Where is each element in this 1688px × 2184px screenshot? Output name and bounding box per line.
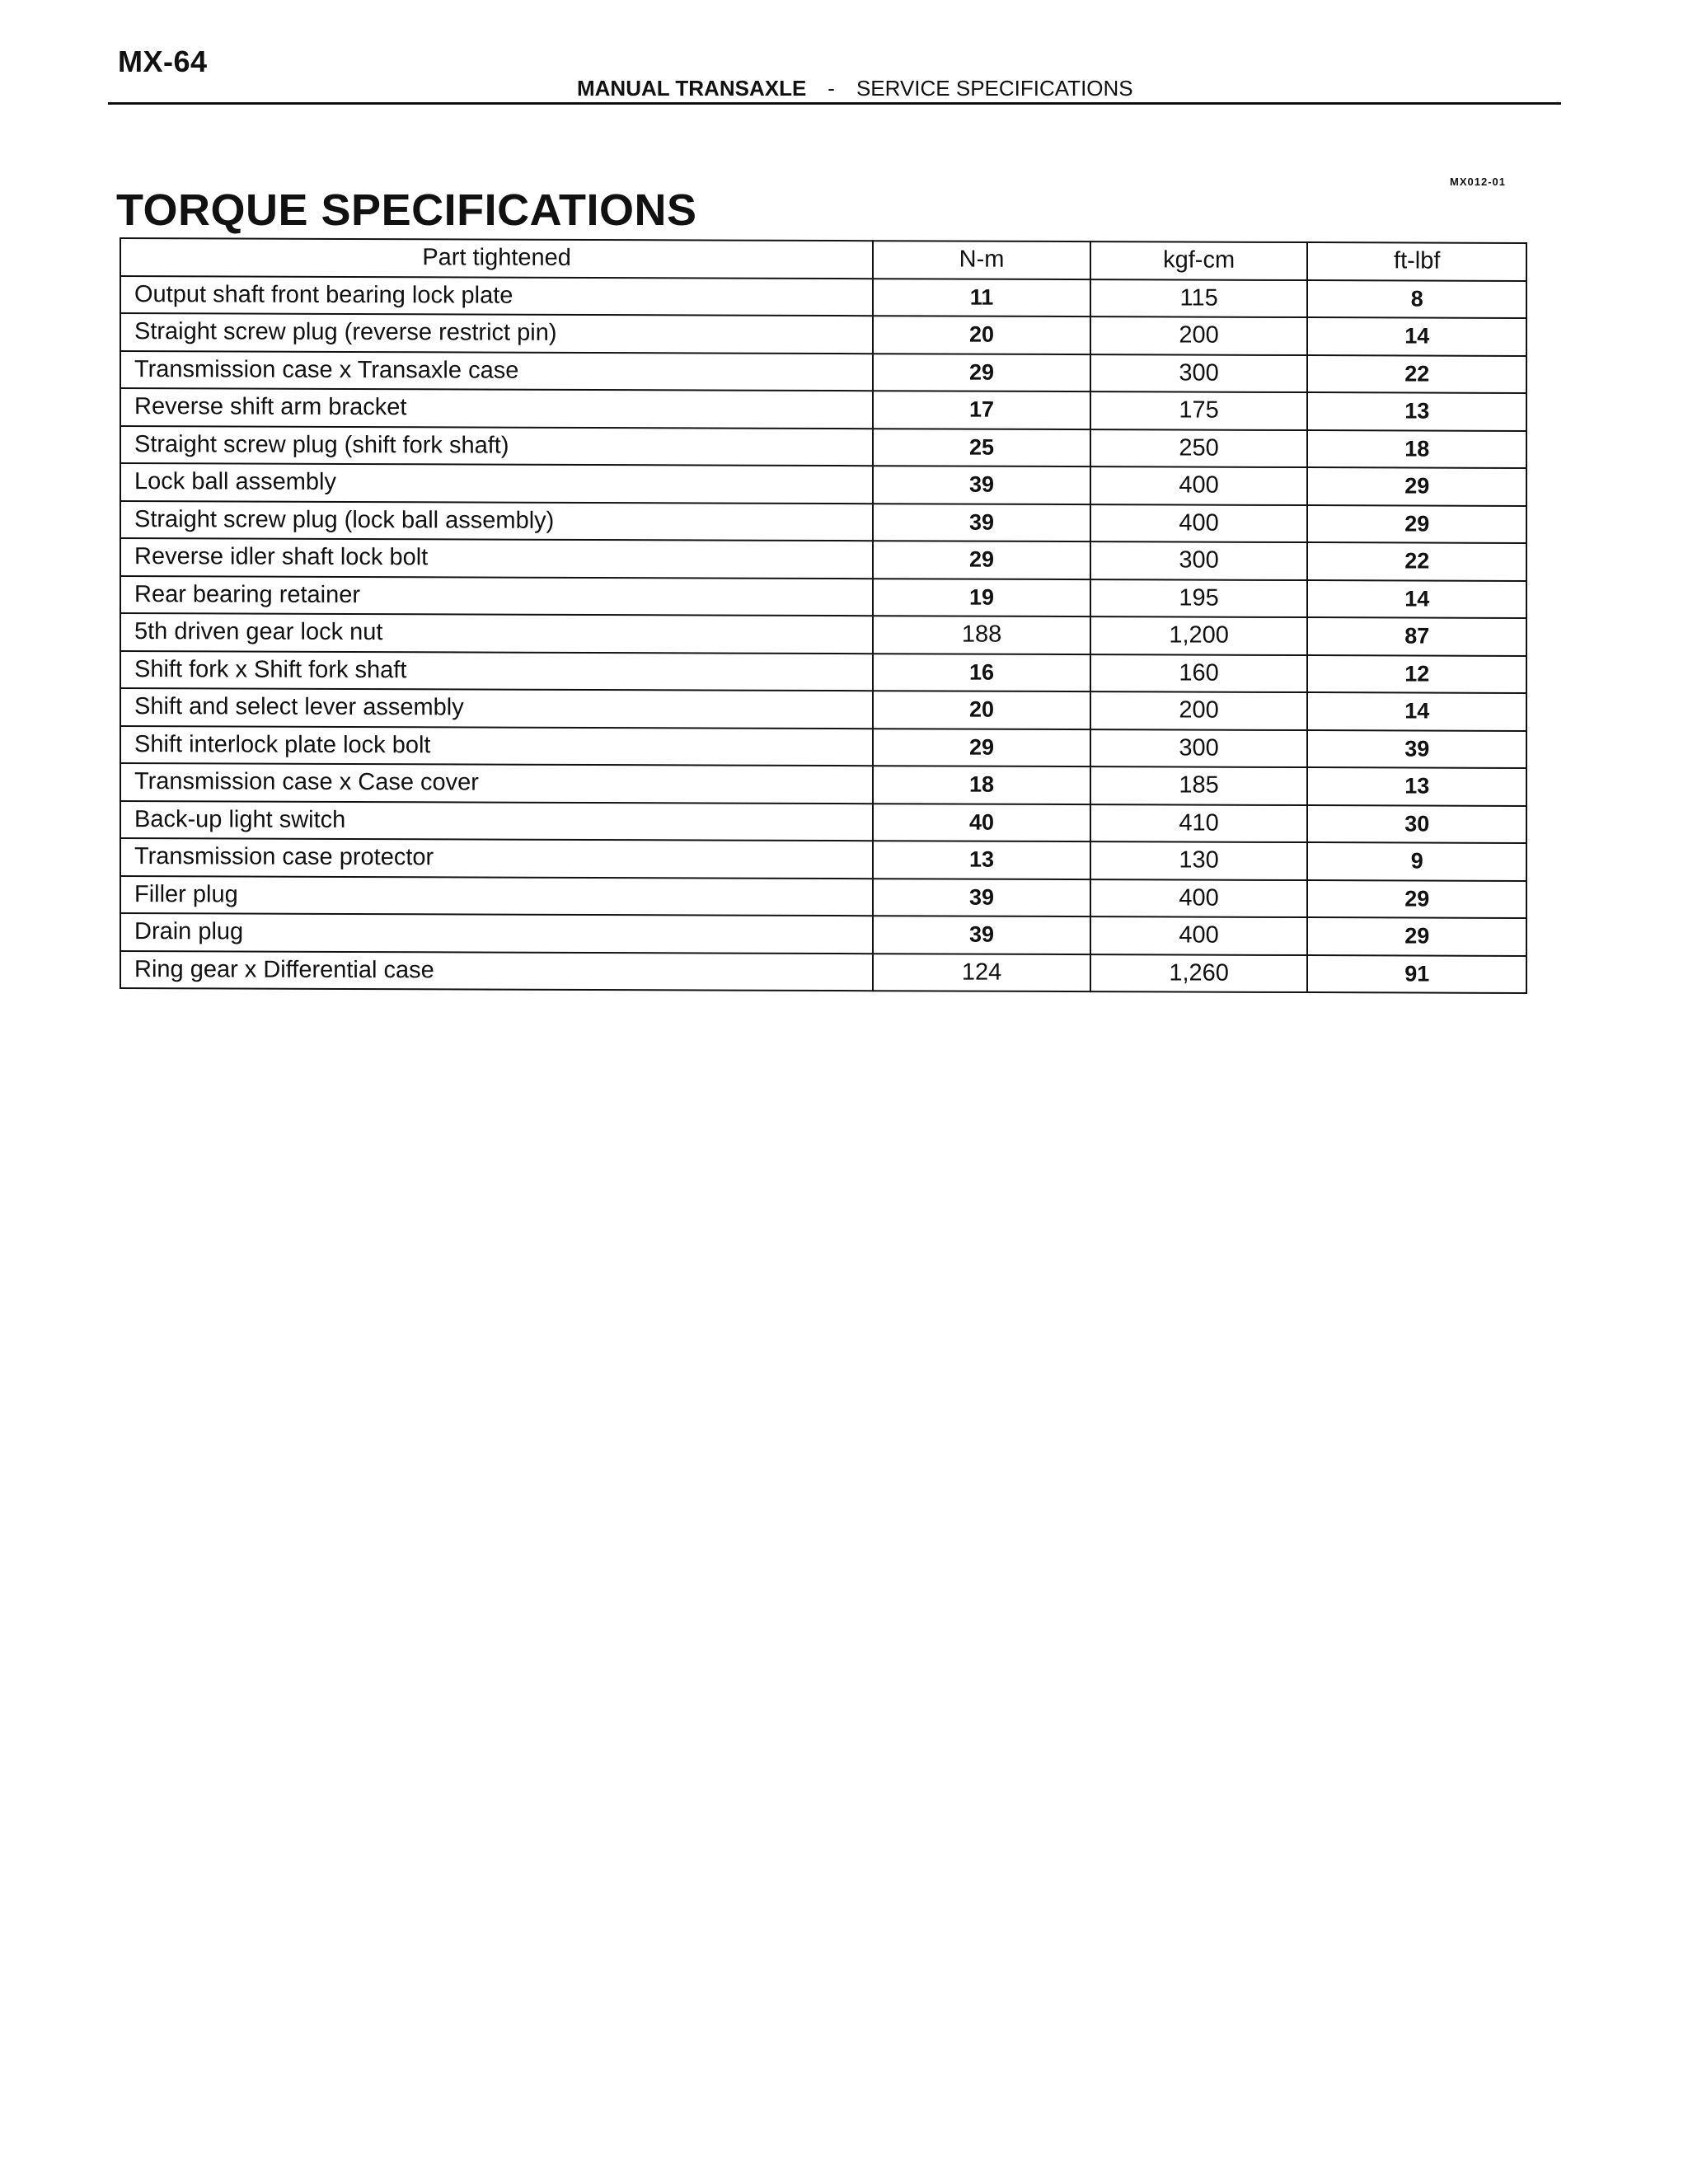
cell-nm: 13 bbox=[873, 841, 1090, 879]
cell-ft-lbf: 22 bbox=[1307, 355, 1526, 393]
table-row bbox=[120, 538, 1526, 580]
table-row bbox=[120, 426, 1526, 468]
cell-part: Filler plug bbox=[120, 876, 873, 916]
cell-ft-lbf: 9 bbox=[1307, 842, 1526, 880]
table-row bbox=[120, 726, 1526, 768]
cell-part: Straight screw plug (reverse restrict pin) bbox=[120, 313, 873, 354]
cell-kgf-cm: 400 bbox=[1090, 879, 1308, 917]
cell-ft-lbf: 30 bbox=[1307, 805, 1526, 843]
cell-part: Ring gear x Differential case bbox=[120, 951, 873, 991]
cell-ft-lbf: 8 bbox=[1307, 280, 1526, 318]
table-row bbox=[120, 838, 1526, 880]
table-row bbox=[120, 876, 1526, 918]
running-header bbox=[577, 76, 1133, 101]
cell-ft-lbf: 14 bbox=[1307, 692, 1526, 730]
cell-ft-lbf: 18 bbox=[1307, 430, 1526, 468]
table-row bbox=[120, 801, 1526, 843]
page-title: TORQUE SPECIFICATIONS bbox=[116, 185, 697, 235]
cell-part: Transmission case x Case cover bbox=[120, 763, 873, 804]
table-row bbox=[120, 276, 1526, 318]
table-header-row bbox=[120, 238, 1526, 280]
table-row bbox=[120, 913, 1526, 955]
column-header-kgf-cm: kgf-cm bbox=[1090, 241, 1308, 279]
cell-kgf-cm: 400 bbox=[1090, 504, 1308, 542]
cell-ft-lbf: 13 bbox=[1307, 767, 1526, 805]
cell-ft-lbf: 91 bbox=[1307, 955, 1526, 993]
cell-kgf-cm: 400 bbox=[1090, 916, 1308, 954]
cell-part: Shift interlock plate lock bolt bbox=[120, 726, 873, 766]
cell-part: Reverse idler shaft lock bolt bbox=[120, 538, 873, 579]
cell-part: 5th driven gear lock nut bbox=[120, 613, 873, 654]
cell-part: Transmission case protector bbox=[120, 838, 873, 879]
cell-ft-lbf: 87 bbox=[1307, 617, 1526, 655]
cell-part: Drain plug bbox=[120, 913, 873, 954]
subsection-title: SERVICE SPECIFICATIONS bbox=[856, 76, 1133, 101]
table-row bbox=[120, 501, 1526, 543]
cell-nm: 39 bbox=[873, 504, 1090, 541]
cell-part: Lock ball assembly bbox=[120, 463, 873, 504]
table-row bbox=[120, 651, 1526, 693]
cell-ft-lbf: 14 bbox=[1307, 580, 1526, 618]
table-row bbox=[120, 576, 1526, 618]
cell-nm: 17 bbox=[873, 391, 1090, 429]
table-row bbox=[120, 313, 1526, 355]
cell-kgf-cm: 195 bbox=[1090, 579, 1308, 617]
cell-nm: 29 bbox=[873, 354, 1090, 391]
column-header-part: Part tightened bbox=[120, 238, 873, 279]
cell-nm: 19 bbox=[873, 579, 1090, 616]
cell-kgf-cm: 410 bbox=[1090, 804, 1308, 842]
cell-nm: 18 bbox=[873, 766, 1090, 804]
cell-kgf-cm: 115 bbox=[1090, 279, 1308, 317]
cell-ft-lbf: 29 bbox=[1307, 917, 1526, 955]
cell-kgf-cm: 185 bbox=[1090, 766, 1308, 804]
cell-nm: 16 bbox=[873, 654, 1090, 691]
cell-ft-lbf: 13 bbox=[1307, 392, 1526, 430]
page-number: MX-64 bbox=[118, 45, 208, 78]
torque-specifications-table bbox=[120, 237, 1527, 994]
cell-kgf-cm: 130 bbox=[1090, 841, 1308, 879]
table-body bbox=[120, 276, 1526, 993]
cell-nm: 39 bbox=[873, 879, 1090, 916]
cell-ft-lbf: 29 bbox=[1307, 505, 1526, 543]
table-row bbox=[120, 688, 1526, 730]
column-header-nm: N-m bbox=[873, 241, 1090, 279]
column-header-ft-lbf: ft-lbf bbox=[1307, 242, 1526, 280]
cell-kgf-cm: 300 bbox=[1090, 541, 1308, 579]
cell-ft-lbf: 12 bbox=[1307, 655, 1526, 693]
cell-kgf-cm: 160 bbox=[1090, 654, 1308, 692]
table-row bbox=[120, 351, 1526, 393]
cell-kgf-cm: 250 bbox=[1090, 429, 1308, 467]
cell-nm: 39 bbox=[873, 466, 1090, 504]
cell-kgf-cm: 175 bbox=[1090, 391, 1308, 429]
cell-part: Shift fork x Shift fork shaft bbox=[120, 651, 873, 691]
cell-nm: 188 bbox=[873, 616, 1090, 654]
section-title: MANUAL TRANSAXLE bbox=[577, 76, 807, 101]
cell-ft-lbf: 29 bbox=[1307, 880, 1526, 918]
header-rule bbox=[108, 102, 1561, 105]
table-row bbox=[120, 613, 1526, 655]
cell-ft-lbf: 14 bbox=[1307, 317, 1526, 355]
cell-kgf-cm: 200 bbox=[1090, 316, 1308, 354]
cell-nm: 11 bbox=[873, 279, 1090, 316]
cell-kgf-cm: 400 bbox=[1090, 466, 1308, 504]
cell-part: Transmission case x Transaxle case bbox=[120, 351, 873, 391]
cell-ft-lbf: 29 bbox=[1307, 467, 1526, 505]
cell-kgf-cm: 300 bbox=[1090, 354, 1308, 392]
header-separator: - bbox=[828, 76, 835, 101]
cell-nm: 25 bbox=[873, 429, 1090, 466]
cell-nm: 29 bbox=[873, 729, 1090, 766]
cell-part: Straight screw plug (shift fork shaft) bbox=[120, 426, 873, 466]
document-code: MX012-01 bbox=[1450, 176, 1506, 188]
table-row bbox=[120, 463, 1526, 505]
cell-part: Output shaft front bearing lock plate bbox=[120, 276, 873, 316]
cell-ft-lbf: 39 bbox=[1307, 730, 1526, 768]
cell-part: Reverse shift arm bracket bbox=[120, 388, 873, 429]
cell-part: Straight screw plug (lock ball assembly) bbox=[120, 501, 873, 541]
cell-kgf-cm: 1,260 bbox=[1090, 954, 1308, 992]
cell-nm: 20 bbox=[873, 691, 1090, 729]
table-row bbox=[120, 763, 1526, 805]
cell-ft-lbf: 22 bbox=[1307, 542, 1526, 580]
cell-kgf-cm: 300 bbox=[1090, 729, 1308, 767]
cell-kgf-cm: 200 bbox=[1090, 691, 1308, 729]
cell-nm: 39 bbox=[873, 916, 1090, 954]
cell-kgf-cm: 1,200 bbox=[1090, 616, 1308, 654]
cell-nm: 29 bbox=[873, 541, 1090, 579]
cell-part: Back-up light switch bbox=[120, 801, 873, 841]
cell-part: Rear bearing retainer bbox=[120, 576, 873, 616]
cell-nm: 124 bbox=[873, 954, 1090, 991]
cell-nm: 40 bbox=[873, 804, 1090, 841]
cell-nm: 20 bbox=[873, 316, 1090, 354]
cell-part: Shift and select lever assembly bbox=[120, 688, 873, 729]
table-row bbox=[120, 388, 1526, 430]
table-row bbox=[120, 951, 1526, 993]
